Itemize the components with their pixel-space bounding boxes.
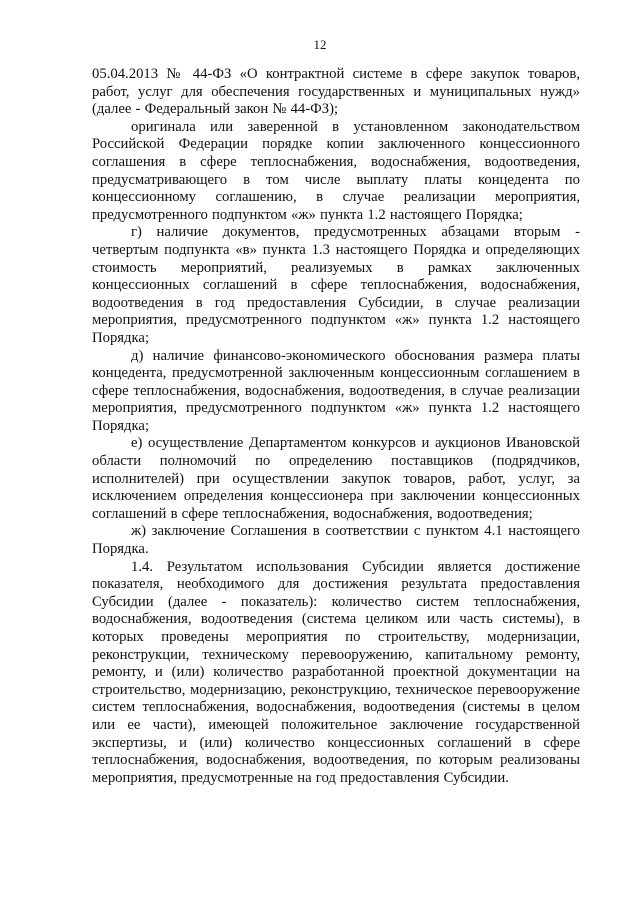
paragraph-section-1-4: 1.4. Результатом использования Субсидии является достижение показателя, необходимого для достижения результата предоставления Субсидии (далее - показатель): количество систем теплоснабжения, водоснабжения, водоотведения (система целиком или часть системы), в которых проведены мероприятия по строительству, модернизации, реконструкции, техническому перевооружению, капитальному ремонту, ремонту, и (или) количество разработанной проектной документации на строительство, модернизацию, реконструкцию, техническое перевооружение систем теплоснабжения, водоснабжения, водоотведения (системы в целом или ее части), имеющей положительное заключение государственной экспертизы, и (или) количество концессионных соглашений в сфере теплоснабжения, водоснабжения, водоотведения, по которым реализованы мероприятия, предусмотренные на год предоставления Субсидии. xyxy=(92,558,580,786)
paragraph-item-zh: ж) заключение Соглашения в соответствии с пунктом 4.1 настоящего Порядка. xyxy=(92,523,580,558)
paragraph-concession-copy: оригинала или заверенной в установленном законодательством Российской Федерации порядке копии заключенного концессионного соглашения в сфере теплоснабжения, водоснабжения, водоотведения, предусматривающего в том числе выплату платы концедента по концессионному соглашению, в случае реализации мероприятия, предусмотренного подпунктом «ж» пункта 1.2 настоящего Порядка; xyxy=(92,118,580,223)
document-body xyxy=(92,66,580,787)
paragraph-law-reference: 05.04.2013 № 44-ФЗ «О контрактной системе в сфере закупок товаров, работ, услуг для обеспечения государственных и муниципальных нужд» (далее - Федеральный закон № 44-ФЗ); xyxy=(92,66,580,118)
paragraph-item-d: д) наличие финансово-экономического обоснования размера платы концедента, предусмотренной заключенным концессионным соглашением в сфере теплоснабжения, водоснабжения, водоотведения, в случае реализации мероприятия, предусмотренного подпунктом «ж» пункта 1.2 настоящего Порядка; xyxy=(92,347,580,434)
paragraph-item-e: е) осуществление Департаментом конкурсов и аукционов Ивановской области полномочий по определению поставщиков (подрядчиков, исполнителей) при осуществлении закупок товаров, работ, услуг, за исключением определения концессионера при заключении концессионных соглашений в сфере теплоснабжения, водоснабжения, водоотведения; xyxy=(92,435,580,522)
paragraph-item-g: г) наличие документов, предусмотренных абзацами вторым - четвертым подпункта «в» пункта 1.3 настоящего Порядка и определяющих стоимость мероприятий, реализуемых в рамках заключенных концессионных соглашений в сфере теплоснабжения, водоснабжения, водоотведения в год предоставления Субсидии, в случае реализации мероприятия, предусмотренного подпунктом «ж» пункта 1.2 настоящего Порядка; xyxy=(92,224,580,346)
page-number: 12 xyxy=(313,37,327,52)
